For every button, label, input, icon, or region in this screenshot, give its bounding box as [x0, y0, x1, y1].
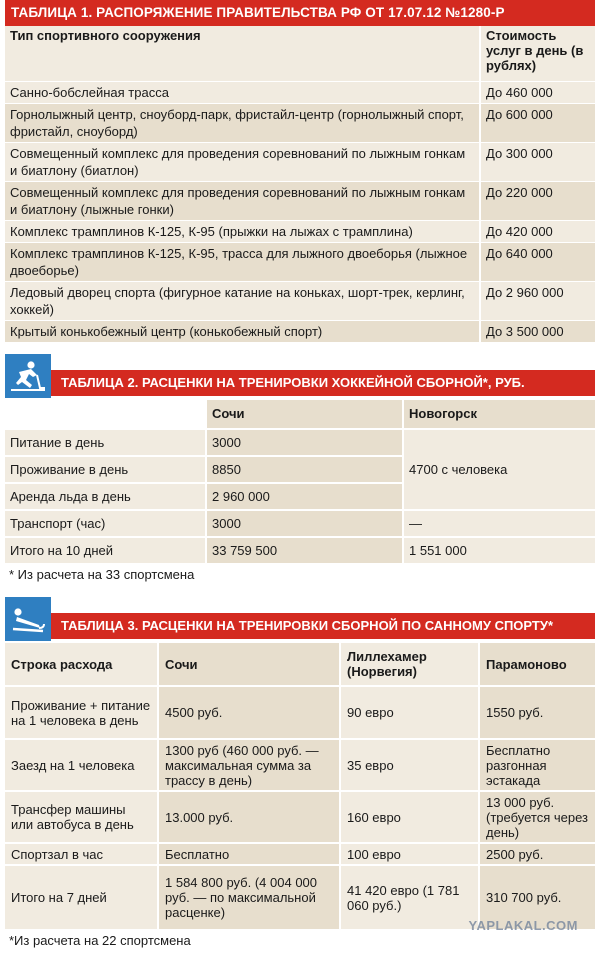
table-row [5, 791, 595, 843]
table-row [5, 82, 595, 104]
facility-name: Горнолыжный центр, сноуборд-парк, фристайл-центр (горнолыжный спорт, фристайл, сноуборд) [5, 104, 480, 143]
paramonovo-value: 2500 руб. [479, 843, 595, 865]
luge-icon [5, 597, 51, 641]
table1-header-cost: Стоимость услуг в день (в рублях) [480, 26, 595, 82]
table3-col-paramonovo: Парамоново [479, 642, 595, 686]
table1-title: ТАБЛИЦА 1. РАСПОРЯЖЕНИЕ ПРАВИТЕЛЬСТВА РФ ОТ 17.07.12 №1280-Р [5, 0, 595, 26]
table1 [5, 26, 595, 342]
row-label: Аренда льда в день [5, 483, 206, 510]
facility-name: Совмещенный комплекс для проведения соревнований по лыжным гонкам и биатлону (биатлон) [5, 143, 480, 182]
table-row [5, 243, 595, 282]
facility-name: Совмещенный комплекс для проведения соревнований по лыжным гонкам и биатлону (лыжные гонки) [5, 182, 480, 221]
facility-name: Комплекс трамплинов К-125, К-95 (прыжки на лыжах с трамплина) [5, 221, 480, 243]
row-label: Проживание в день [5, 456, 206, 483]
table-row [5, 143, 595, 182]
sochi-value: 4500 руб. [158, 686, 340, 739]
lillehammer-value: 41 420 евро (1 781 060 руб.) [340, 865, 479, 929]
table-row [5, 182, 595, 221]
table3-header [5, 597, 595, 641]
lillehammer-value: 100 евро [340, 843, 479, 865]
row-label: Питание в день [5, 429, 206, 456]
table2 [5, 398, 595, 563]
facility-price: До 460 000 [480, 82, 595, 104]
expense-item: Заезд на 1 человека [5, 739, 158, 791]
expense-item: Трансфер машины или автобуса в день [5, 791, 158, 843]
paramonovo-value: Бесплатно разгонная эстакада [479, 739, 595, 791]
sochi-value: 2 960 000 [206, 483, 403, 510]
sochi-value: Бесплатно [158, 843, 340, 865]
facility-price: До 220 000 [480, 182, 595, 221]
lillehammer-value: 35 евро [340, 739, 479, 791]
table3-header-row [5, 642, 595, 686]
facility-name: Комплекс трамплинов К-125, К-95, трасса для лыжного двоеборья (лыжное двоеборье) [5, 243, 480, 282]
table3-col-item: Строка расхода [5, 642, 158, 686]
novogorsk-merged-value: 4700 с человека [403, 429, 595, 510]
page [5, 0, 595, 949]
table-row [5, 321, 595, 343]
table3-footnote: *Из расчета на 22 спортсмена [9, 933, 191, 948]
expense-item: Итого на 7 дней [5, 865, 158, 929]
lillehammer-value: 160 евро [340, 791, 479, 843]
sochi-value: 3000 [206, 510, 403, 537]
table2-header-row [5, 399, 595, 429]
paramonovo-value: 13 000 руб. (требуется через день) [479, 791, 595, 843]
sochi-value: 1 584 800 руб. (4 004 000 руб. — по максимальной расценке) [158, 865, 340, 929]
table-row [5, 739, 595, 791]
table-row [5, 429, 595, 456]
sochi-value: 13.000 руб. [158, 791, 340, 843]
table-row [5, 221, 595, 243]
novogorsk-value: — [403, 510, 595, 537]
table2-corner [5, 399, 206, 429]
facility-name: Крытый конькобежный центр (конькобежный спорт) [5, 321, 480, 343]
watermark: YAPLAKAL.COM [468, 918, 578, 933]
facility-price: До 3 500 000 [480, 321, 595, 343]
sochi-value: 33 759 500 [206, 537, 403, 563]
table-row [5, 104, 595, 143]
facility-price: До 640 000 [480, 243, 595, 282]
facility-price: До 420 000 [480, 221, 595, 243]
table2-title: ТАБЛИЦА 2. РАСЦЕНКИ НА ТРЕНИРОВКИ ХОККЕЙНОЙ СБОРНОЙ*, РУБ. [51, 370, 595, 396]
facility-name: Санно-бобслейная трасса [5, 82, 480, 104]
lillehammer-value: 90 евро [340, 686, 479, 739]
table-row [5, 510, 595, 537]
row-label: Транспорт (час) [5, 510, 206, 537]
facility-price: До 2 960 000 [480, 282, 595, 321]
table-row [5, 282, 595, 321]
table-row [5, 686, 595, 739]
table3-title: ТАБЛИЦА 3. РАСЦЕНКИ НА ТРЕНИРОВКИ СБОРНОЙ ПО САННОМУ СПОРТУ* [51, 613, 595, 639]
table3-col-sochi: Сочи [158, 642, 340, 686]
table-row [5, 843, 595, 865]
expense-item: Проживание + питание на 1 человека в день [5, 686, 158, 739]
table3 [5, 641, 595, 929]
sochi-value: 1300 руб (460 000 руб. — максимальная сумма за трассу в день) [158, 739, 340, 791]
row-label: Итого на 10 дней [5, 537, 206, 563]
table2-footnote: * Из расчета на 33 спортсмена [9, 567, 195, 582]
hockey-player-icon [5, 354, 51, 398]
paramonovo-value: 1550 руб. [479, 686, 595, 739]
novogorsk-value: 1 551 000 [403, 537, 595, 563]
facility-name: Ледовый дворец спорта (фигурное катание на коньках, шорт-трек, керлинг, хоккей) [5, 282, 480, 321]
expense-item: Спортзал в час [5, 843, 158, 865]
table-row [5, 537, 595, 563]
table2-col-novogorsk: Новогорск [403, 399, 595, 429]
table2-col-sochi: Сочи [206, 399, 403, 429]
table1-header-row [5, 26, 595, 82]
table2-header [5, 354, 595, 398]
facility-price: До 600 000 [480, 104, 595, 143]
sochi-value: 8850 [206, 456, 403, 483]
table1-header-type: Тип спортивного сооружения [5, 26, 480, 82]
facility-price: До 300 000 [480, 143, 595, 182]
table3-col-lillehammer: Лиллехамер (Норвегия) [340, 642, 479, 686]
paramonovo-value: 310 700 руб. [479, 865, 595, 929]
sochi-value: 3000 [206, 429, 403, 456]
